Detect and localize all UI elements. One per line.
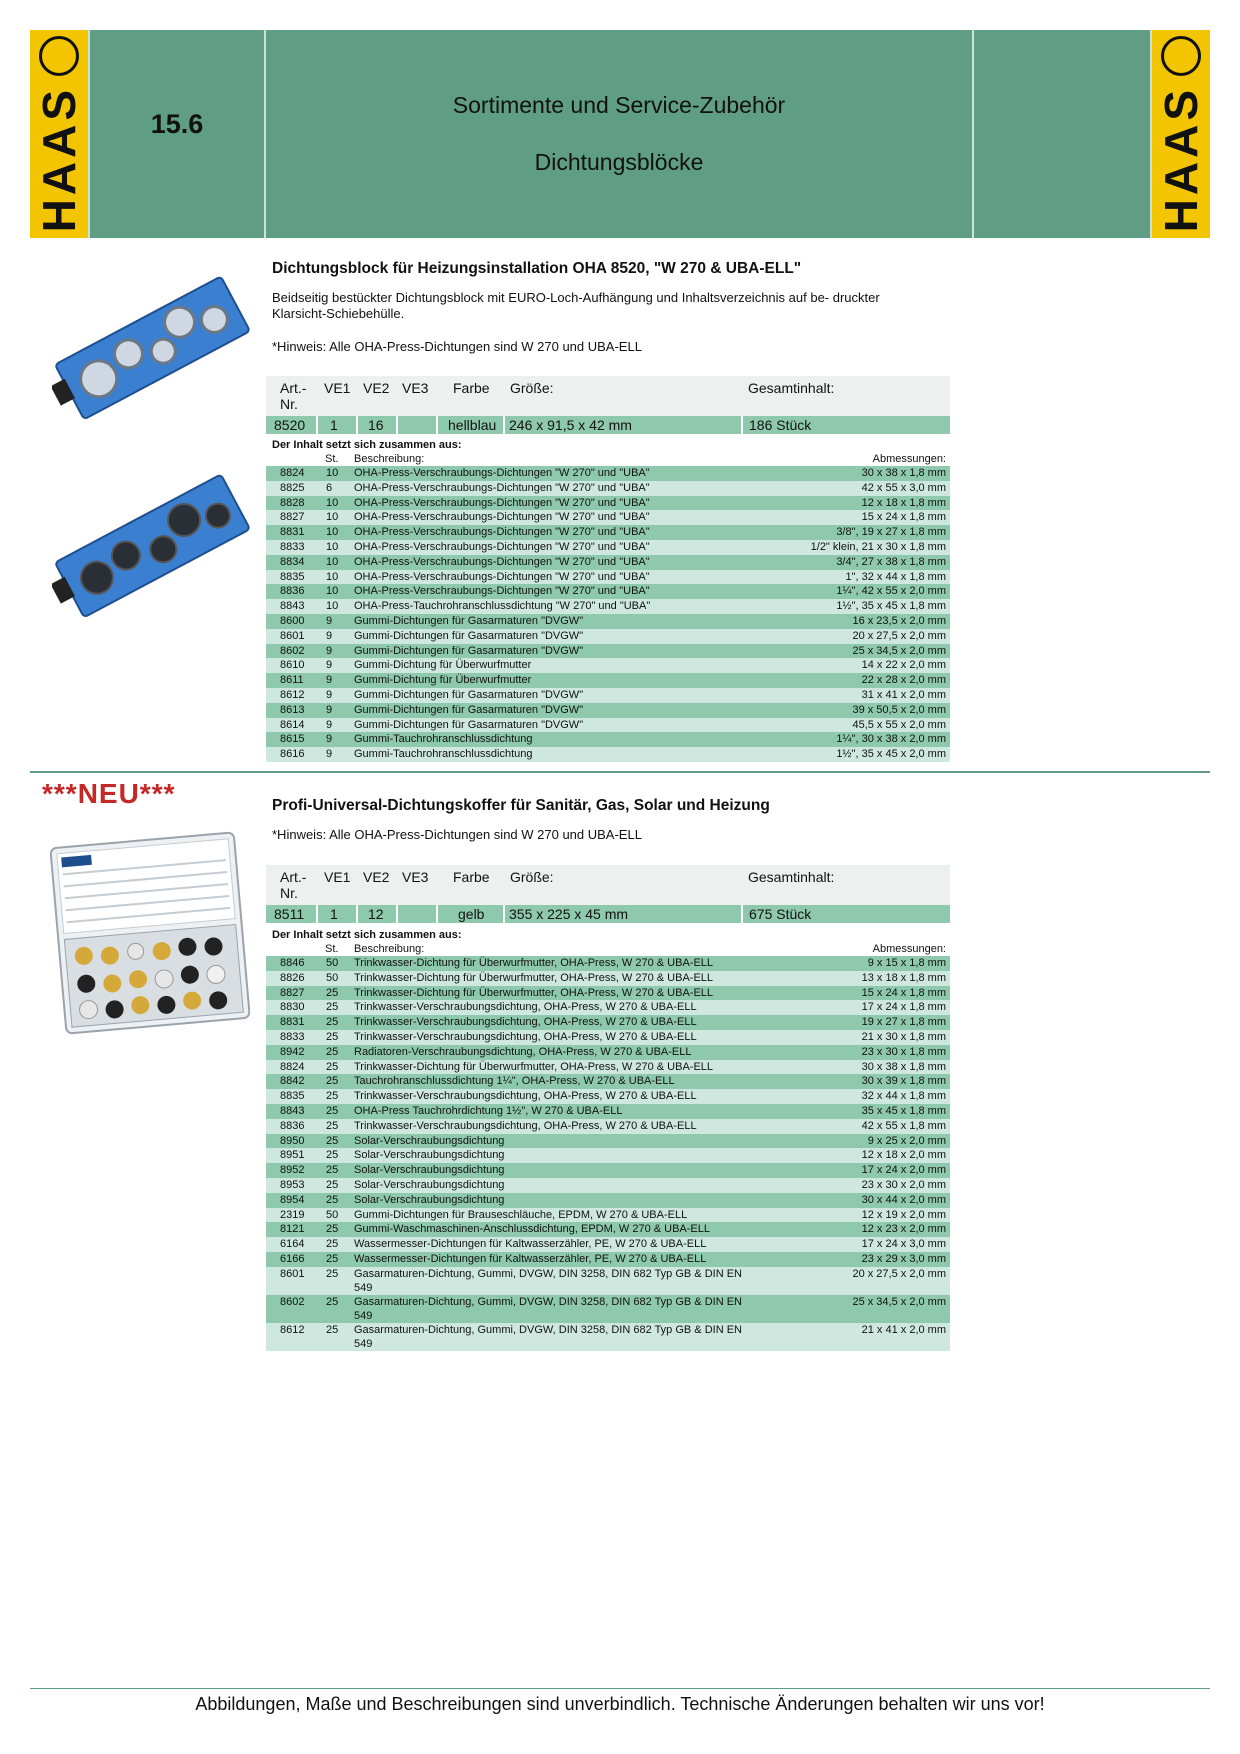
table-row [266, 1222, 950, 1237]
section2-contents-header [266, 943, 950, 956]
product-row [266, 416, 950, 434]
art-cell: 8616 [280, 748, 305, 761]
description-cell: Gummi-Dichtungen für Gasarmaturen "DVGW" [354, 629, 584, 642]
art-cell: 8833 [280, 1030, 305, 1043]
dimension-cell: 12 x 18 x 1,8 mm [861, 496, 946, 509]
table-row [266, 971, 950, 986]
col-dim: Abmessungen: [872, 943, 946, 955]
art-cell: 8610 [280, 659, 305, 672]
qty-cell: 25 [326, 1149, 339, 1162]
qty-cell: 25 [326, 1119, 339, 1132]
table-row [266, 1119, 950, 1134]
section1-title: Dichtungsblock für Heizungsinstallation OHA 8520, "W 270 & UBA-ELL" [272, 260, 802, 277]
qty-cell: 50 [326, 957, 339, 969]
table-row [266, 1237, 950, 1252]
dimension-cell: 25 x 34,5 x 2,0 mm [852, 644, 946, 657]
table-row [266, 673, 950, 688]
art-cell: 8831 [280, 1016, 305, 1029]
table-row [266, 1163, 950, 1178]
section1-contents-table [266, 466, 950, 762]
description-cell: Solar-Verschraubungsdichtung [354, 1178, 505, 1191]
description-cell: Wassermesser-Dichtungen für Kaltwasserzähler, PE, W 270 & UBA-ELL [354, 1238, 707, 1251]
art-cell: 8842 [280, 1075, 305, 1088]
dimension-cell: 3/8", 19 x 27 x 1,8 mm [836, 526, 946, 539]
product-table-header [266, 865, 950, 905]
section2-note: *Hinweis: Alle OHA-Press-Dichtungen sind W 270 und UBA-ELL [272, 827, 642, 842]
qty-cell: 9 [326, 733, 333, 746]
description-cell: OHA-Press-Verschraubungs-Dichtungen "W 270" und "UBA" [354, 540, 650, 553]
art-cell: 8600 [280, 614, 305, 627]
table-row [266, 718, 950, 733]
description-cell: OHA-Press-Verschraubungs-Dichtungen "W 270" und "UBA" [354, 585, 650, 598]
col-qty: St. [325, 943, 339, 955]
description-cell: OHA-Press-Verschraubungs-Dichtungen "W 270" und "UBA" [354, 481, 650, 494]
description-cell: Gummi-Dichtungen für Gasarmaturen "DVGW" [354, 614, 584, 627]
dimension-cell: 30 x 44 x 2,0 mm [861, 1193, 946, 1206]
dimension-cell: 22 x 28 x 2,0 mm [861, 674, 946, 687]
art-cell: 8602 [280, 644, 305, 657]
description-cell: Gummi-Tauchrohranschlussdichtung [354, 748, 533, 761]
dimension-cell: 12 x 19 x 2,0 mm [861, 1208, 946, 1221]
cell-groesse: 355 x 225 x 45 mm [503, 905, 741, 923]
qty-cell: 10 [326, 467, 339, 479]
art-cell: 8601 [280, 629, 305, 642]
art-cell: 6164 [280, 1238, 305, 1251]
cell-ve1: 1 [316, 416, 356, 434]
dimension-cell: 25 x 34,5 x 2,0 mm [852, 1295, 946, 1308]
dimension-cell: 17 x 24 x 2,0 mm [861, 1164, 946, 1177]
dimension-cell: 12 x 23 x 2,0 mm [861, 1223, 946, 1236]
art-cell: 8826 [280, 971, 305, 984]
haas-logo-right [1152, 30, 1210, 238]
art-cell: 8824 [280, 1060, 305, 1073]
section1-product-table [266, 376, 950, 434]
qty-cell: 25 [326, 1252, 339, 1265]
qty-cell: 25 [326, 1223, 339, 1236]
art-cell: 8954 [280, 1193, 305, 1206]
section2-product-table [266, 865, 950, 923]
page-subtitle: Dichtungsblöcke [534, 149, 704, 175]
dimension-cell: 16 x 23,5 x 2,0 mm [852, 614, 946, 627]
section1-description: Beidseitig bestückter Dichtungsblock mit EURO-Loch-Aufhängung und Inhaltsverzeichnis auf be- druckter Klarsicht-Schiebehülle. [272, 290, 880, 321]
art-cell: 8612 [280, 1323, 305, 1336]
table-row [266, 1295, 950, 1323]
cell-farbe: gelb [436, 905, 503, 923]
qty-cell: 10 [326, 540, 339, 553]
dimension-cell: 31 x 41 x 2,0 mm [861, 688, 946, 701]
qty-cell: 10 [326, 555, 339, 568]
table-row [266, 644, 950, 659]
logo-text: HAAS [1155, 85, 1207, 232]
description-cell: OHA-Press-Verschraubungs-Dichtungen "W 270" und "UBA" [354, 511, 650, 524]
dimension-cell: 30 x 38 x 1,8 mm [861, 467, 946, 479]
art-cell: 8612 [280, 688, 305, 701]
qty-cell: 25 [326, 1267, 339, 1280]
description-cell: Gummi-Dichtungen für Gasarmaturen "DVGW" [354, 644, 584, 657]
sealing-case-image [50, 828, 250, 1036]
dimension-cell: 1", 32 x 44 x 1,8 mm [845, 570, 946, 583]
qty-cell: 25 [326, 1045, 339, 1058]
dimension-cell: 23 x 29 x 3,0 mm [861, 1252, 946, 1265]
art-cell: 8942 [280, 1045, 305, 1058]
qty-cell: 25 [326, 1001, 339, 1014]
dimension-cell: 23 x 30 x 2,0 mm [861, 1178, 946, 1191]
table-row [266, 584, 950, 599]
logo-text: HAAS [33, 85, 85, 232]
art-cell: 8843 [280, 1104, 305, 1117]
qty-cell: 6 [326, 481, 333, 494]
table-row [266, 614, 950, 629]
description-cell: Trinkwasser-Dichtung für Überwurfmutter, OHA-Press, W 270 & UBA-ELL [354, 957, 714, 969]
qty-cell: 25 [326, 1016, 339, 1029]
qty-cell: 9 [326, 703, 333, 716]
description-cell: OHA-Press-Verschraubungs-Dichtungen "W 270" und "UBA" [354, 467, 650, 479]
description-cell: OHA-Press-Verschraubungs-Dichtungen "W 270" und "UBA" [354, 526, 650, 539]
dimension-cell: 42 x 55 x 3,0 mm [861, 481, 946, 494]
description-cell: Gummi-Dichtungen für Brauseschläuche, EPDM, W 270 & UBA-ELL [354, 1208, 688, 1221]
art-cell: 8825 [280, 481, 305, 494]
qty-cell: 25 [326, 1323, 339, 1336]
dimension-cell: 20 x 27,5 x 2,0 mm [852, 629, 946, 642]
product-row [266, 905, 950, 923]
footer-divider [30, 1688, 1210, 1689]
description-cell: Gummi-Dichtungen für Gasarmaturen "DVGW" [354, 688, 584, 701]
art-cell: 8830 [280, 1001, 305, 1014]
qty-cell: 25 [326, 1193, 339, 1206]
table-row [266, 688, 950, 703]
table-row [266, 570, 950, 585]
art-cell: 8827 [280, 986, 305, 999]
table-row [266, 986, 950, 1001]
qty-cell: 10 [326, 526, 339, 539]
qty-cell: 25 [326, 1164, 339, 1177]
table-row [266, 525, 950, 540]
product-table-header [266, 376, 950, 416]
table-row [266, 1267, 950, 1295]
logo-emblem-icon [1161, 36, 1201, 76]
col-desc: Beschreibung: [354, 943, 425, 955]
qty-cell: 25 [326, 1090, 339, 1103]
qty-cell: 10 [326, 496, 339, 509]
section2-contents-table [266, 956, 950, 1351]
col-qty: St. [325, 453, 339, 465]
qty-cell: 9 [326, 688, 333, 701]
dimension-cell: 30 x 38 x 1,8 mm [861, 1060, 946, 1073]
description-cell: Gummi-Dichtung für Überwurfmutter [354, 659, 532, 672]
table-row [266, 1089, 950, 1104]
logo-emblem-icon [39, 36, 79, 76]
description-cell: Solar-Verschraubungsdichtung [354, 1193, 505, 1206]
description-cell: Solar-Verschraubungsdichtung [354, 1134, 505, 1147]
dimension-cell: 32 x 44 x 1,8 mm [861, 1090, 946, 1103]
description-cell: Trinkwasser-Verschraubungsdichtung, OHA-Press, W 270 & UBA-ELL [354, 1001, 697, 1014]
dimension-cell: 20 x 27,5 x 2,0 mm [852, 1267, 946, 1280]
art-cell: 8601 [280, 1267, 305, 1280]
art-cell: 2319 [280, 1208, 305, 1221]
col-farbe: Farbe [453, 869, 490, 885]
qty-cell: 25 [326, 1075, 339, 1088]
cell-ve2: 12 [356, 905, 396, 923]
art-cell: 8602 [280, 1295, 305, 1308]
description-cell: OHA-Press-Verschraubungs-Dichtungen "W 270" und "UBA" [354, 570, 650, 583]
description-cell: OHA-Press-Verschraubungs-Dichtungen "W 270" und "UBA" [354, 496, 650, 509]
qty-cell: 25 [326, 1295, 339, 1308]
section1-contents-title: Der Inhalt setzt sich zusammen aus: [272, 439, 462, 451]
dimension-cell: 17 x 24 x 3,0 mm [861, 1238, 946, 1251]
table-row [266, 599, 950, 614]
qty-cell: 25 [326, 1060, 339, 1073]
dimension-cell: 39 x 50,5 x 2,0 mm [852, 703, 946, 716]
dimension-cell: 15 x 24 x 1,8 mm [861, 511, 946, 524]
col-gesamt: Gesamtinhalt: [748, 380, 835, 396]
table-row [266, 1104, 950, 1119]
table-row [266, 1045, 950, 1060]
dimension-cell: 19 x 27 x 1,8 mm [861, 1016, 946, 1029]
qty-cell: 25 [326, 1104, 339, 1117]
art-cell: 8828 [280, 496, 305, 509]
section1-contents-header [266, 453, 950, 466]
qty-cell: 50 [326, 1208, 339, 1221]
dimension-cell: 3/4", 27 x 38 x 1,8 mm [836, 555, 946, 568]
qty-cell: 10 [326, 585, 339, 598]
qty-cell: 9 [326, 718, 333, 731]
description-cell: OHA-Press Tauchrohrdichtung 1½", W 270 & UBA-ELL [354, 1104, 623, 1117]
dimension-cell: 1½", 35 x 45 x 2,0 mm [836, 748, 946, 761]
dimension-cell: 1/2" klein, 21 x 30 x 1,8 mm [810, 540, 946, 553]
description-cell: Wassermesser-Dichtungen für Kaltwasserzähler, PE, W 270 & UBA-ELL [354, 1252, 707, 1265]
description-cell: OHA-Press-Verschraubungs-Dichtungen "W 270" und "UBA" [354, 555, 650, 568]
sealing-block-image-back [52, 470, 252, 620]
table-row [266, 1074, 950, 1089]
dimension-cell: 45,5 x 55 x 2,0 mm [852, 718, 946, 731]
dimension-cell: 21 x 41 x 2,0 mm [861, 1323, 946, 1336]
table-row [266, 1134, 950, 1149]
art-cell: 6166 [280, 1252, 305, 1265]
section-number: 15.6 [88, 30, 264, 238]
art-cell: 8952 [280, 1164, 305, 1177]
table-row [266, 1000, 950, 1015]
qty-cell: 9 [326, 644, 333, 657]
col-groesse: Größe: [510, 869, 554, 885]
table-row [266, 496, 950, 511]
description-cell: Trinkwasser-Dichtung für Überwurfmutter, OHA-Press, W 270 & UBA-ELL [354, 971, 714, 984]
dimension-cell: 17 x 24 x 1,8 mm [861, 1001, 946, 1014]
art-cell: 8835 [280, 570, 305, 583]
col-art: Art.- Nr. [280, 380, 307, 412]
col-art: Art.- Nr. [280, 869, 307, 901]
description-cell: Gasarmaturen-Dichtung, Gummi, DVGW, DIN 3258, DIN 682 Typ GB & DIN EN 549 [354, 1323, 742, 1350]
art-cell: 8950 [280, 1134, 305, 1147]
col-ve1: VE1 [324, 380, 351, 396]
table-row [266, 1252, 950, 1267]
col-dim: Abmessungen: [872, 453, 946, 465]
qty-cell: 25 [326, 986, 339, 999]
qty-cell: 25 [326, 1238, 339, 1251]
description-cell: Gasarmaturen-Dichtung, Gummi, DVGW, DIN 3258, DIN 682 Typ GB & DIN EN 549 [354, 1295, 742, 1322]
dimension-cell: 13 x 18 x 1,8 mm [861, 971, 946, 984]
qty-cell: 25 [326, 1134, 339, 1147]
col-gesamt: Gesamtinhalt: [748, 869, 835, 885]
new-badge: ***NEU*** [42, 778, 176, 809]
cell-ve3 [396, 416, 436, 434]
art-cell: 8613 [280, 703, 305, 716]
dimension-cell: 12 x 18 x 2,0 mm [861, 1149, 946, 1162]
description-cell: Trinkwasser-Dichtung für Überwurfmutter, OHA-Press, W 270 & UBA-ELL [354, 986, 714, 999]
description-cell: Gummi-Tauchrohranschlussdichtung [354, 733, 533, 746]
description-cell: Solar-Verschraubungsdichtung [354, 1149, 505, 1162]
art-cell: 8836 [280, 1119, 305, 1132]
qty-cell: 9 [326, 614, 333, 627]
art-cell: 8951 [280, 1149, 305, 1162]
qty-cell: 25 [326, 1178, 339, 1191]
art-cell: 8824 [280, 467, 305, 479]
description-cell: Solar-Verschraubungsdichtung [354, 1164, 505, 1177]
art-cell: 8843 [280, 600, 305, 613]
dimension-cell: 9 x 15 x 1,8 mm [867, 957, 946, 969]
description-cell: Trinkwasser-Verschraubungsdichtung, OHA-Press, W 270 & UBA-ELL [354, 1030, 697, 1043]
table-row [266, 1148, 950, 1163]
section-divider [30, 771, 1210, 773]
table-row [266, 732, 950, 747]
table-row [266, 1193, 950, 1208]
dimension-cell: 42 x 55 x 1,8 mm [861, 1119, 946, 1132]
table-row [266, 1323, 950, 1351]
header-titles [264, 30, 972, 238]
cell-art: 8511 [266, 905, 316, 923]
art-cell: 8846 [280, 957, 305, 969]
table-row [266, 481, 950, 496]
dimension-cell: 1½", 35 x 45 x 1,8 mm [836, 600, 946, 613]
art-cell: 8835 [280, 1090, 305, 1103]
description-cell: Trinkwasser-Verschraubungsdichtung, OHA-Press, W 270 & UBA-ELL [354, 1016, 697, 1029]
art-cell: 8953 [280, 1178, 305, 1191]
art-cell: 8831 [280, 526, 305, 539]
art-cell: 8121 [280, 1223, 305, 1236]
header-empty-cell [972, 30, 1152, 238]
section2-contents-title: Der Inhalt setzt sich zusammen aus: [272, 929, 462, 941]
cell-art: 8520 [266, 416, 316, 434]
haas-logo-left [30, 30, 88, 238]
art-cell: 8836 [280, 585, 305, 598]
col-desc: Beschreibung: [354, 453, 425, 465]
description-cell: Gummi-Waschmaschinen-Anschlussdichtung, EPDM, W 270 & UBA-ELL [354, 1223, 710, 1236]
table-row [266, 658, 950, 673]
col-ve2: VE2 [363, 869, 390, 885]
art-cell: 8827 [280, 511, 305, 524]
qty-cell: 10 [326, 570, 339, 583]
table-row [266, 466, 950, 481]
description-cell: Trinkwasser-Verschraubungsdichtung, OHA-Press, W 270 & UBA-ELL [354, 1119, 697, 1132]
description-cell: OHA-Press-Tauchrohranschlussdichtung "W 270" und "UBA" [354, 600, 651, 613]
dimension-cell: 23 x 30 x 1,8 mm [861, 1045, 946, 1058]
qty-cell: 50 [326, 971, 339, 984]
section2-title: Profi-Universal-Dichtungskoffer für Sanitär, Gas, Solar und Heizung [272, 797, 770, 814]
description-cell: Trinkwasser-Dichtung für Überwurfmutter, OHA-Press, W 270 & UBA-ELL [354, 1060, 714, 1073]
description-cell: Gummi-Dichtung für Überwurfmutter [354, 674, 532, 687]
table-row [266, 510, 950, 525]
cell-ve1: 1 [316, 905, 356, 923]
footer-disclaimer: Abbildungen, Maße und Beschreibungen sind unverbindlich. Technische Änderungen behalten wir uns vor! [195, 1694, 1045, 1714]
qty-cell: 10 [326, 600, 339, 613]
cell-gesamt: 186 Stück [741, 416, 950, 434]
qty-cell: 9 [326, 674, 333, 687]
description-cell: Gummi-Dichtungen für Gasarmaturen "DVGW" [354, 703, 584, 716]
section1-note: *Hinweis: Alle OHA-Press-Dichtungen sind W 270 und UBA-ELL [272, 339, 642, 354]
table-row [266, 956, 950, 971]
dimension-cell: 9 x 25 x 2,0 mm [867, 1134, 946, 1147]
art-cell: 8834 [280, 555, 305, 568]
col-ve2: VE2 [363, 380, 390, 396]
qty-cell: 9 [326, 748, 333, 761]
col-farbe: Farbe [453, 380, 490, 396]
dimension-cell: 1¼", 42 x 55 x 2,0 mm [836, 585, 946, 598]
art-cell: 8833 [280, 540, 305, 553]
qty-cell: 25 [326, 1030, 339, 1043]
page-title: Sortimente und Service-Zubehör [452, 92, 786, 118]
cell-groesse: 246 x 91,5 x 42 mm [503, 416, 741, 434]
page-header [30, 30, 1210, 238]
description-cell: Gasarmaturen-Dichtung, Gummi, DVGW, DIN 3258, DIN 682 Typ GB & DIN EN 549 [354, 1267, 742, 1294]
sealing-block-image-front [52, 272, 252, 422]
dimension-cell: 15 x 24 x 1,8 mm [861, 986, 946, 999]
table-row [266, 540, 950, 555]
table-row [266, 1208, 950, 1223]
art-cell: 8615 [280, 733, 305, 746]
col-ve3: VE3 [402, 869, 429, 885]
table-row [266, 703, 950, 718]
art-cell: 8611 [280, 674, 304, 687]
dimension-cell: 35 x 45 x 1,8 mm [861, 1104, 946, 1117]
table-row [266, 1178, 950, 1193]
qty-cell: 9 [326, 659, 333, 672]
table-row [266, 629, 950, 644]
col-groesse: Größe: [510, 380, 554, 396]
cell-ve2: 16 [356, 416, 396, 434]
dimension-cell: 30 x 39 x 1,8 mm [861, 1075, 946, 1088]
dimension-cell: 1¼", 30 x 38 x 2,0 mm [836, 733, 946, 746]
col-ve3: VE3 [402, 380, 429, 396]
col-ve1: VE1 [324, 869, 351, 885]
table-row [266, 1030, 950, 1045]
description-cell: Gummi-Dichtungen für Gasarmaturen "DVGW" [354, 718, 584, 731]
art-cell: 8614 [280, 718, 305, 731]
table-row [266, 1060, 950, 1075]
description-cell: Trinkwasser-Verschraubungsdichtung, OHA-Press, W 270 & UBA-ELL [354, 1090, 697, 1103]
table-row [266, 1015, 950, 1030]
qty-cell: 9 [326, 629, 333, 642]
table-row [266, 747, 950, 762]
description-cell: Radiatoren-Verschraubungsdichtung, OHA-Press, W 270 & UBA-ELL [354, 1045, 692, 1058]
description-cell: Tauchrohranschlussdichtung 1¼", OHA-Press, W 270 & UBA-ELL [354, 1075, 675, 1088]
qty-cell: 10 [326, 511, 339, 524]
dimension-cell: 14 x 22 x 2,0 mm [861, 659, 946, 672]
cell-gesamt: 675 Stück [741, 905, 950, 923]
cell-farbe: hellblau [436, 416, 503, 434]
table-row [266, 555, 950, 570]
dimension-cell: 21 x 30 x 1,8 mm [861, 1030, 946, 1043]
cell-ve3 [396, 905, 436, 923]
